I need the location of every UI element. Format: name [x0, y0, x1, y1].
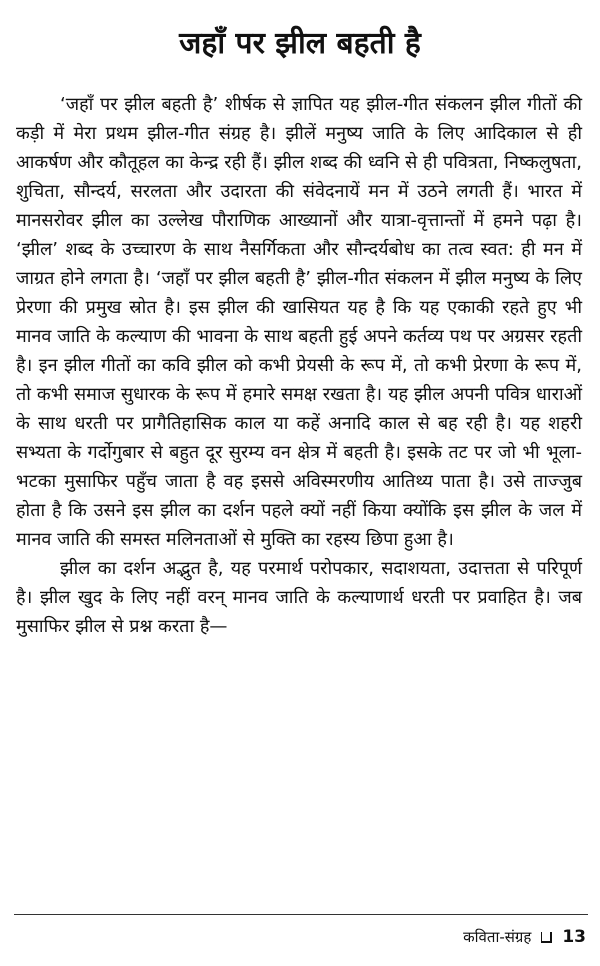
paragraph-1: ‘जहाँ पर झील बहती है’ शीर्षक से ज्ञापित यह झील-गीत संकलन झील गीतों की कड़ी में मेरा प्रथम झील-गीत संग्रह है। झीलें मनुष्य जाति के लिए आदिकाल से ही आकर्षण और कौतूहल का केन्द्र रही हैं। झील शब्द की ध्वनि से ही पवित्रता, निष्कलुषता, शुचिता, सौन्दर्य, सरलता और उदारता की संवेदनायें मन में उठने लगती हैं। भारत में मानसरोवर झील का उल्लेख पौराणिक आख्यानों और यात्रा-वृत्तान्तों में हमने पढ़ा है। ‘झील’ शब्द के उच्चारण के साथ नैसर्गिकता और सौन्दर्यबोध का तत्व स्वत: ही मन में जाग्रत होने लगता है। ‘जहाँ पर झील बहती है’ झील-गीत संकलन में झील मनुष्य के लिए प्रेरणा की प्रमुख स्रोत है। इस झील की खासियत यह है कि यह एकाकी रहते हुए भी मानव जाति के कल्याण की भावना के साथ बहती हुई अपने कर्तव्य पथ पर अग्रसर रहती है। इन झील गीतों का कवि झील को कभी प्रेयसी के रूप में, तो कभी प्रेरणा के रूप में, तो कभी समाज सुधारक के रूप में हमारे समक्ष रखता है। यह झील अपनी पवित्र धाराओं के साथ धरती पर प्रागैतिहासिक काल या कहें अनादि काल से बह रही है। यह शहरी सभ्यता के गर्दोगुबार से बहुत दूर सुरम्य वन क्षेत्र में बहती है। इसके तट पर जो भी भूला-भटका मुसाफिर पहुँच जाता है वह इससे अविस्मरणीय आतिथ्य पाता है। उसे ताज्जुब होता है कि उसने इस झील का दर्शन पहले क्यों नहीं किया क्योंकि इस झील के जल में मानव जाति की समस्त मलिनताओं से मुक्ति का रहस्य छिपा हुआ है। — [16, 94, 582, 550]
page-number: 13 — [562, 927, 586, 947]
page-footer — [463, 924, 586, 950]
footer-divider — [14, 914, 588, 915]
paragraph-2: झील का दर्शन अद्भुत है, यह परमार्थ परोपकार, सदाशयता, उदात्तता से परिपूर्ण है। झील खुद के लिए नहीं वरन् मानव जाति के कल्याणार्थ धरती पर प्रवाहित है। जब मुसाफिर झील से प्रश्न करता है— — [16, 558, 582, 637]
body-text — [16, 90, 582, 641]
box-icon — [541, 932, 552, 943]
book-section-label: कविता-संग्रह — [463, 928, 532, 946]
page-title: जहाँ पर झील बहती है — [179, 26, 421, 61]
